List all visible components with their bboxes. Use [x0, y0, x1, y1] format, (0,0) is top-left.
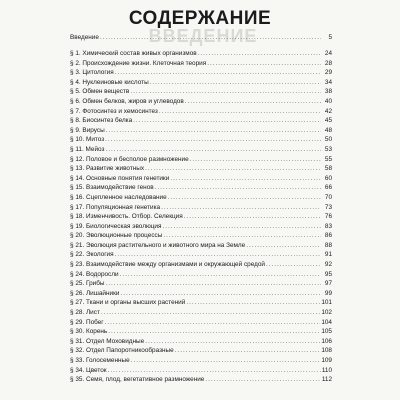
toc-page-number: 86 [324, 232, 332, 240]
toc-entry-row[interactable] [70, 126, 332, 136]
toc-page-number: 24 [324, 50, 332, 57]
toc-entry-row[interactable] [70, 346, 332, 356]
page-title: СОДЕРЖАНИЕ [128, 8, 272, 29]
toc-entry-row[interactable] [70, 49, 332, 59]
toc-page-number: 28 [324, 59, 332, 67]
toc-entry-label: § 26. Лишайники [70, 289, 120, 297]
toc-entry-row[interactable] [70, 337, 332, 347]
toc-page-number: 106 [321, 337, 332, 345]
toc-page-number: 34 [324, 78, 332, 86]
toc-entry-row[interactable] [70, 87, 332, 97]
toc-entry-label: § 25. Грибы [70, 280, 105, 288]
toc-entry-label: § 23. Взаимодействие между организмами и окружающей средой [70, 261, 265, 269]
dot-leader [163, 231, 321, 241]
toc-entry-row[interactable] [70, 107, 332, 117]
toc-page-number: 101 [321, 299, 332, 307]
dot-leader [101, 308, 320, 318]
dot-leader [100, 33, 321, 43]
toc-page-number: 40 [324, 97, 332, 105]
toc-page-number: 58 [324, 165, 332, 173]
toc-entry-row[interactable] [70, 298, 332, 308]
toc-page-number: 45 [324, 117, 332, 125]
dot-leader [115, 68, 321, 78]
toc-entry-label: § 27. Ткани и органы высших растений [70, 299, 186, 307]
toc-page-number: 60 [324, 174, 332, 182]
toc-page-number: 92 [324, 261, 332, 269]
toc-page-number: 88 [324, 241, 332, 249]
toc-page-number: 99 [324, 289, 332, 297]
toc-entry-label: § 11. Мейоз [70, 145, 105, 153]
toc-entry-label: § 20. Эволюционные процессы [70, 232, 163, 240]
toc-entry-label: § 15. Взаимодействие генов [70, 184, 154, 192]
dot-leader [131, 356, 321, 366]
toc-page-number: 108 [321, 347, 332, 355]
toc-page-number: 70 [324, 193, 332, 201]
toc-entry-label: § 16. Сцепленное наследование [70, 193, 167, 201]
toc-entry-label: § 9. Вирусы [70, 126, 105, 134]
toc-entry-label: § 6. Обмен белков, жиров и углеводов [70, 97, 184, 105]
toc-entry-label: § 31. Отдел Моховидные [70, 337, 145, 345]
toc-entry-row[interactable] [70, 375, 332, 385]
toc-entry-row[interactable] [70, 78, 332, 88]
toc-entry-label: § 21. Эволюция растительного и животного мира на Земле [70, 241, 246, 249]
ghost-heading-watermark: ВВЕДЕНИЕ [148, 26, 258, 46]
toc-page-number: 97 [324, 280, 332, 288]
toc-entry-label: § 13. Развитие животных [70, 165, 145, 173]
dot-leader [133, 116, 321, 126]
dot-leader [159, 107, 321, 117]
dot-leader [130, 87, 321, 97]
toc-page-number: 83 [324, 222, 332, 230]
toc-page-number: 95 [324, 270, 332, 278]
dot-leader [170, 174, 321, 184]
toc-entry-row[interactable] [70, 327, 332, 337]
toc-entry-label: § 18. Изменчивость. Отбор. Селекция [70, 213, 183, 221]
dot-leader [190, 155, 321, 165]
toc-page-number: 112 [321, 376, 332, 384]
toc-entry-row[interactable] [70, 241, 332, 251]
toc-page-number: 29 [324, 69, 332, 77]
toc-page-number: 50 [324, 136, 332, 144]
toc-entry-label: § 32. Отдел Папоротникообразные [70, 347, 174, 355]
dot-leader [184, 212, 321, 222]
toc-page-number: 38 [324, 88, 332, 96]
dot-leader [106, 126, 321, 136]
toc-entry-label: § 35. Семя, плод, вегетативное размножение [70, 376, 205, 384]
toc-entry-label: § 33. Голосеменные [70, 357, 130, 364]
dot-leader [162, 222, 321, 232]
dot-leader [115, 250, 321, 260]
dot-leader [186, 298, 320, 308]
dot-leader [155, 183, 321, 193]
toc-entry-label: § 14. Основные понятия генетики [70, 174, 170, 182]
dot-leader [205, 375, 320, 385]
toc-entry-label: § 17. Популяционная генетика [70, 203, 161, 211]
toc-page-number: 73 [324, 203, 332, 211]
toc-entry-label: § 2. Происхождение жизни. Клеточная теория [70, 59, 207, 67]
toc-entry-row[interactable] [70, 318, 332, 328]
toc-entry-row[interactable] [70, 155, 332, 165]
toc-entry-row[interactable] [70, 97, 332, 107]
toc-entry-row[interactable] [70, 222, 332, 232]
toc-entry-row[interactable] [70, 366, 332, 376]
toc-page-number: 109 [321, 357, 332, 364]
dot-leader [185, 97, 321, 107]
toc-entry-label: § 8. Биосинтез белка [70, 117, 133, 125]
toc-entries [70, 49, 332, 385]
toc-entry-label: Введение [70, 34, 99, 41]
dot-leader [120, 270, 321, 280]
dot-leader [108, 366, 321, 376]
dot-leader [105, 279, 321, 289]
toc-page-number: 110 [321, 366, 332, 374]
toc-entry-label: § 28. Лист [70, 309, 100, 317]
toc-entry-row[interactable] [70, 203, 332, 213]
toc-page-number: 105 [321, 328, 332, 336]
dot-leader [161, 203, 321, 213]
toc-entry-label: § 7. Фотосинтез и хемосинтез [70, 107, 158, 115]
table-of-contents [70, 33, 332, 385]
toc-intro-row[interactable] [70, 33, 332, 43]
toc-entry-row[interactable] [70, 68, 332, 78]
dot-leader [105, 135, 321, 145]
dot-leader [108, 327, 320, 337]
toc-entry-row[interactable] [70, 116, 332, 126]
toc-page-number: 48 [324, 126, 332, 134]
toc-entry-row[interactable] [70, 183, 332, 193]
toc-page-number: 104 [321, 318, 332, 326]
toc-entry-row[interactable] [70, 270, 332, 280]
toc-page-number: 91 [324, 251, 332, 259]
dot-leader [168, 193, 321, 203]
dot-leader [266, 260, 321, 270]
toc-page-number: 53 [324, 145, 332, 153]
dot-leader [207, 59, 321, 69]
toc-entry-row[interactable] [70, 59, 332, 69]
toc-entry-row[interactable] [70, 174, 332, 184]
dot-leader [175, 346, 321, 356]
toc-entry-label: § 29. Побег [70, 318, 104, 326]
toc-page-number: 5 [328, 34, 332, 41]
toc-page-number: 76 [324, 213, 332, 221]
toc-entry-label: § 22. Экология [70, 251, 114, 259]
toc-entry-label: § 12. Половое и бесполое размножение [70, 155, 189, 163]
toc-entry-label: § 19. Биологическая эволюция [70, 222, 162, 230]
toc-entry-row[interactable] [70, 193, 332, 203]
toc-entry-row[interactable] [70, 289, 332, 299]
dot-leader [105, 145, 321, 155]
toc-entry-row[interactable] [70, 164, 332, 174]
toc-entry-label: § 4. Нуклеиновые кислоты [70, 78, 149, 86]
toc-page-number: 42 [324, 107, 332, 115]
toc-entry-label: § 5. Обмен веществ [70, 88, 130, 96]
toc-page-number: 102 [321, 309, 332, 317]
dot-leader [150, 78, 321, 88]
toc-entry-row[interactable] [70, 260, 332, 270]
toc-entry-label: § 30. Корень [70, 328, 108, 336]
toc-page-number: 66 [324, 184, 332, 192]
dot-leader [145, 337, 320, 347]
toc-entry-row[interactable] [70, 308, 332, 318]
toc-entry-row[interactable] [70, 135, 332, 145]
toc-entry-label: § 3. Цитология [70, 69, 114, 77]
toc-entry-row[interactable] [70, 250, 332, 260]
toc-page-number: 55 [324, 155, 332, 163]
dot-leader [198, 49, 321, 59]
toc-entry-row[interactable] [70, 231, 332, 241]
dot-leader [145, 164, 321, 174]
toc-entry-row[interactable] [70, 145, 332, 155]
dot-leader [105, 318, 321, 328]
toc-entry-label: § 24. Водоросли [70, 270, 119, 278]
dot-leader [120, 289, 321, 299]
toc-entry-row[interactable] [70, 212, 332, 222]
toc-entry-label: § 10. Митоз [70, 136, 105, 144]
toc-entry-label: § 34. Цветок [70, 366, 107, 374]
toc-entry-label: § 1. Химический состав живых организмов [70, 50, 197, 57]
toc-entry-row[interactable] [70, 356, 332, 366]
dot-leader [246, 241, 321, 251]
toc-entry-row[interactable] [70, 279, 332, 289]
